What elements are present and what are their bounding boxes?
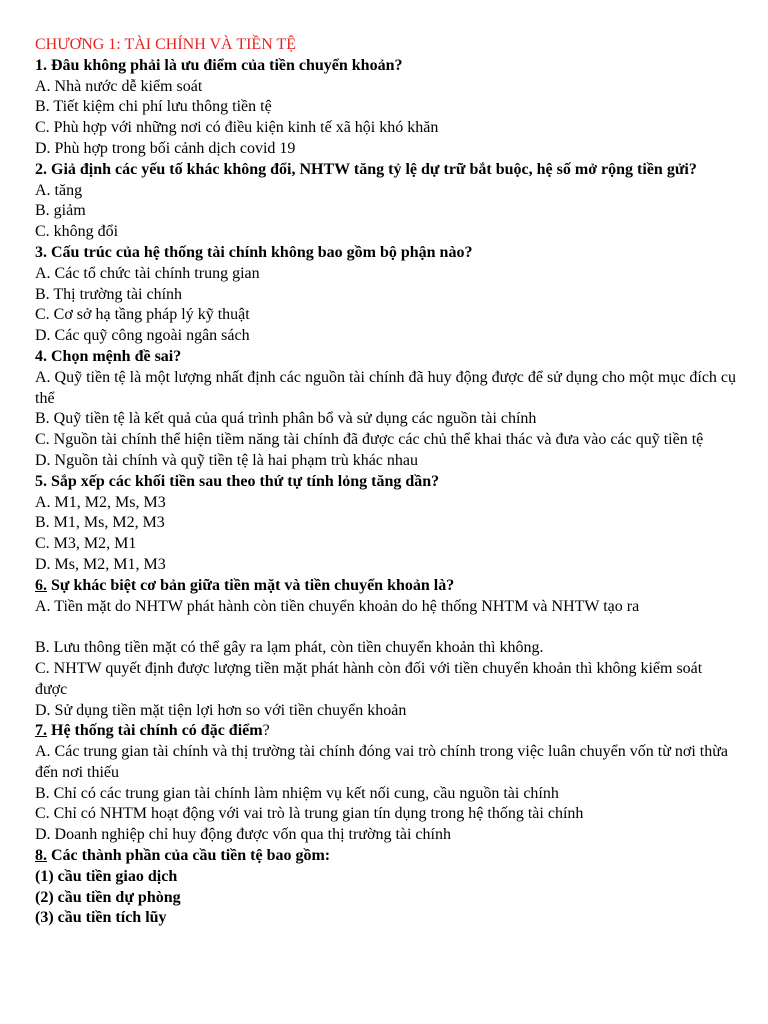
question-7-suffix: ? <box>262 722 270 740</box>
q3-option-b: B. Thị trường tài chính <box>35 285 183 303</box>
question-3: 3. Cấu trúc của hệ thống tài chính không bao gồm bộ phận nào? <box>35 243 473 261</box>
chapter-title: CHƯƠNG 1: TÀI CHÍNH VÀ TIỀN TỆ <box>35 36 296 53</box>
q5-option-b: B. M1, Ms, M2, M3 <box>35 514 165 532</box>
q2-option-a: A. tăng <box>35 181 83 199</box>
q8-item-3: (3) cầu tiền tích lũy <box>35 909 167 927</box>
q7-option-a: A. Các trung gian tài chính và thị trường tài chính đóng vai trò chính trong việc luân chuyển vốn từ nơi thừa đến nơi thiếu <box>35 743 729 781</box>
q2-option-c: C. không đổi <box>35 223 119 241</box>
question-7-number: 7. <box>35 722 47 740</box>
q6-option-c: C. NHTW quyết định được lượng tiền mặt phát hành còn đối với tiền chuyển khoản thì không kiểm soát được <box>35 659 703 698</box>
q6-option-d: D. Sử dụng tiền mặt tiện lợi hơn so với tiền chuyển khoản <box>35 701 407 719</box>
q8-item-1: (1) cầu tiền giao dịch <box>35 867 178 885</box>
q4-option-d: D. Nguồn tài chính và quỹ tiền tệ là hai phạm trù khác nhau <box>35 451 419 469</box>
question-1: 1. Đâu không phải là ưu điểm của tiền chuyển khoản? <box>35 56 403 74</box>
q3-option-a: A. Các tổ chức tài chính trung gian <box>35 264 260 282</box>
q7-option-d: D. Doanh nghiệp chỉ huy động được vốn qua thị trường tài chính <box>35 826 451 844</box>
question-8 <box>35 846 738 867</box>
question-6-number: 6. <box>35 576 47 594</box>
q7-option-c: C. Chỉ có NHTM hoạt động với vai trò là trung gian tín dụng trong hệ thống tài chính <box>35 805 584 823</box>
question-2: 2. Giả định các yếu tố khác không đổi, NHTW tăng tỷ lệ dự trữ bắt buộc, hệ số mở rộng tiền gửi? <box>35 160 697 178</box>
question-6-text: Sự khác biệt cơ bản giữa tiền mặt và tiền chuyển khoản là? <box>47 576 455 594</box>
q4-option-b: B. Quỹ tiền tệ là kết quả của quá trình phân bổ và sử dụng các nguồn tài chính <box>35 410 537 428</box>
q4-option-c: C. Nguồn tài chính thể hiện tiềm năng tài chính đã được các chủ thể khai thác và đưa vào các quỹ tiền tệ <box>35 431 704 449</box>
q1-option-c: C. Phù hợp với những nơi có điều kiện kinh tế xã hội khó khăn <box>35 119 439 137</box>
q3-option-c: C. Cơ sở hạ tầng pháp lý kỹ thuật <box>35 306 250 324</box>
q4-option-a: A. Quỹ tiền tệ là một lượng nhất định các nguồn tài chính đã huy động được để sử dụng cho một mục đích cụ thể <box>35 368 737 407</box>
q7-option-b: B. Chỉ có các trung gian tài chính làm nhiệm vụ kết nối cung, cầu nguồn tài chính <box>35 784 559 802</box>
q1-option-d: D. Phù hợp trong bối cảnh dịch covid 19 <box>35 139 296 157</box>
question-6 <box>35 576 738 597</box>
question-5: 5. Sắp xếp các khối tiền sau theo thứ tự tính lỏng tăng dần? <box>35 472 440 490</box>
question-4: 4. Chọn mệnh đề sai? <box>35 347 182 365</box>
q3-option-d: D. Các quỹ công ngoài ngân sách <box>35 327 250 345</box>
q8-item-2: (2) cầu tiền dự phòng <box>35 888 181 906</box>
question-8-text: Các thành phần của cầu tiền tệ bao gồm: <box>47 847 331 865</box>
q5-option-c: C. M3, M2, M1 <box>35 535 137 553</box>
q6-option-b: B. Lưu thông tiền mặt có thể gây ra lạm phát, còn tiền chuyển khoản thì không. <box>35 639 544 657</box>
question-7-text: Hệ thống tài chính có đặc điểm <box>47 722 263 740</box>
blank-line <box>35 617 738 638</box>
q2-option-b: B. giảm <box>35 202 86 220</box>
q5-option-a: A. M1, M2, Ms, M3 <box>35 493 166 511</box>
q1-option-a: A. Nhà nước dễ kiểm soát <box>35 77 203 95</box>
q1-option-b: B. Tiết kiệm chi phí lưu thông tiền tệ <box>35 98 272 116</box>
question-7 <box>35 721 738 742</box>
question-8-number: 8. <box>35 847 47 865</box>
q5-option-d: D. Ms, M2, M1, M3 <box>35 555 166 573</box>
q6-option-a: A. Tiền mặt do NHTW phát hành còn tiền chuyển khoản do hệ thống NHTM và NHTW tạo ra <box>35 597 640 615</box>
